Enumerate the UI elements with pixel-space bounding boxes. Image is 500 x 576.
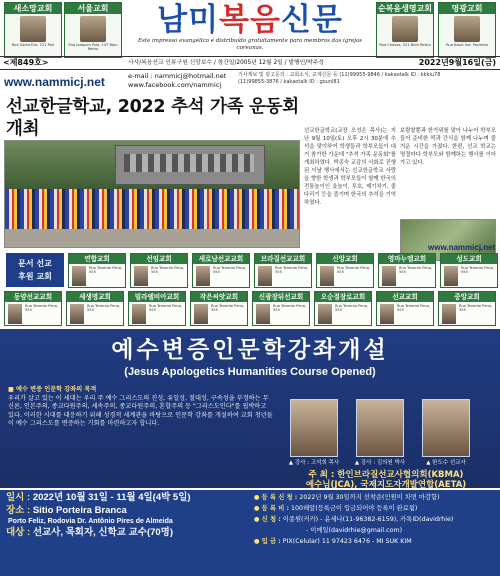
speaker-caption: ▲ 강사 : 고석희 목사 [288,460,340,466]
directory-church [192,253,250,288]
directory-church-name: 빌라델비아교회 [129,292,185,302]
article-column-2: 보람찰뿐과 한가위를 맞아 나누어 학부모들이 준비한 떡과 간식을 함께 나누며 즐거운 시간을 가졌다. 한편, 선교 학교는 명절마다 학부모와 함께하는 행사를 이어가고 있다. [400,128,496,166]
registration-info: ● 등 록 신 청 : 2022년 9월 30일까지 선착순(인원이 차면 마감함) ● 등 록 비 : 100헤알(등록금이 입금되어야 등록이 완료됨) ● 신 청 : 이종원(커카) - 윤세나(11-96382-6159), 카톡ID(davidrhie) - 이메일(davidrhie@gmail.com) ● 입 금 : PIX(Celular) 11 97423 6476 - MI SUK KIM [254,494,454,545]
directory-church-name: 오순절장로교회 [315,292,371,302]
directory-church [128,291,186,326]
directory-church-name: 신앙교회 [317,254,373,264]
newspaper-title [126,2,374,52]
directory-church [68,253,126,288]
directory-church-info: Rua Tenente Pena, 555 [213,266,247,275]
ad-contact: 기사제보 및 광고문의 : 교회소식, 교계신문 등 (11)99955-9846 / kakaotalk ID : kkkiu78 (11)99855-3876 / kakaotalk ID : gounl81 [238,72,441,85]
website-link[interactable]: www.nammicj.net [4,75,105,89]
directory-church-name: 새생명교회 [67,292,123,302]
directory-church [254,253,312,288]
pastor-photo [320,266,334,286]
title-subtitle: Este impresso evangélico é distribuído gratuitamente para membros das igrejas coreanas. [137,38,363,51]
header-church-ad [4,2,62,58]
speaker-photo [290,399,338,457]
church-info: Rua Joaquim Piza, 147 Bom Retiro [68,43,118,52]
event-target: 선교사, 목회자, 신학교 교수(70명) [32,527,174,538]
event-address: Porto Feliz, Rodovia Dr. Antônio Pires de Almeida [8,518,173,525]
directory-church-info: Rua Tenente Pena, 555 [87,304,121,313]
pastor-photo [8,304,22,324]
site-url[interactable]: www.nammicj.net [428,243,496,252]
directory-church-info: Rua Tenente Pena, 555 [275,266,309,275]
pastor-photo [256,304,270,324]
directory-church-name: 신광장뒤선교회 [253,292,309,302]
directory-church-name: 영마누엘교회 [379,254,435,264]
pastor-photo [20,16,46,42]
event-details-footer [0,490,500,576]
directory-church-name: 선교교회 [377,292,433,302]
pastor-photo [382,266,396,286]
email-contact [128,72,226,90]
headline-title: 선교한글학교, 2022 추석 가족 운동회 개최 [6,97,299,139]
church-name: 새소망교회 [5,3,61,14]
pastor-photo [444,266,458,286]
directory-church-info: Rua Tenente Pena, 555 [149,304,183,313]
event-place: Sitio Porteira Branca [32,504,127,516]
pastor-photo [380,304,394,324]
directory-church-info: Rua Tenente Pena, 555 [89,266,123,275]
directory-church-name: 선임교회 [131,254,187,264]
pastor-photo [196,266,210,286]
directory-church [4,291,62,326]
church-info: Rua Santo Elis, 221 Pari [11,43,55,47]
church-directory [0,251,500,327]
directory-church-name: 성도교회 [441,254,497,264]
directory-label: 문서 선교 후원 교회 [6,253,64,287]
host-info: 주 최 : 한인브라질선교사협의회(KBMA) 예수님(JCA), 국제지도자개발연합(AETA) [305,470,467,488]
speaker-caption: ▲ 한도수 선교사 [426,460,466,466]
pastor-photo [318,304,332,324]
directory-church-name: 중앙교회 [439,292,495,302]
apologetics-course-banner [0,329,500,488]
directory-church [316,253,374,288]
directory-church-info: Rua Tenente Pena, 555 [151,266,185,275]
facebook-link[interactable]: www.facebook.com/nammicj [128,81,222,89]
pastor-photo [442,304,456,324]
directory-church-info: Rua Tenente Pena, 555 [337,266,371,275]
sports-day-photo [4,140,300,248]
event-date: 2022년 10월 31일 - 11월 4일(4박 5일) [32,492,191,503]
banner-subtitle: (Jesus Apologetics Humanities Course Opened) [124,366,376,378]
church-info: Rua Kaloc Ind. Pacimba [446,43,488,47]
directory-church [130,253,188,288]
masthead-header [0,0,500,62]
directory-church-name: 동양선교교회 [5,292,61,302]
banner-description: ■ 예수 변증 인문학 강좌의 목적 우리가 살고 있는 이 세대는 우리 주 예수 그리스도의 진성, 유일성, 절대성, 구속성을 부정하는 무신론, 인본주의, 종교다원주의, 세속주의, 종교다원주의, 혼합주의 등 "그리스도인다"를 핍박하고 있다. 이러한 시대를 대응하기 위해 성경적 세계관을 바탕으로 인문학 강좌를 개설하여 교회 청년들이 예수 그리스도를 변증하는 기회를 마련하고자 합니다. [8,386,273,428]
directory-church-info: Rua Tenente Pena, 555 [335,304,369,313]
directory-church [314,291,372,326]
directory-church [438,291,496,326]
directory-church-info: Rua Tenente Pena, 555 [25,304,59,313]
church-name: 순복음생명교회 [377,4,433,13]
pastor-photo [72,266,86,286]
directory-church-name: 브라질선교교회 [255,254,311,264]
pastor-photo [80,16,106,42]
header-church-ad [64,2,122,58]
issue-number: <제849호> [3,58,49,67]
directory-church-name: 새로남선교교회 [193,254,249,264]
web-contact-bar [0,71,500,93]
directory-church-name: 연합교회 [69,254,125,264]
banner-title: 예수변증인문학강좌개설 [111,337,389,363]
directory-church-info: Rua Tenente Pena, 555 [211,304,245,313]
event-main-info: 일시 : 2022년 10월 31일 - 11월 4일(4박 5일) 장소 : Sitio Porteira Branca Porto Feliz, Rodovia Dr. Antônio Pires de Almeida 대상 : 선교사, 목회자, 신학교 교수(70명) [6,492,250,540]
header-church-ad [376,2,434,58]
pastor-photo [134,266,148,286]
header-church-ad [438,2,496,58]
pastor-photo [70,304,84,324]
issue-bar [0,56,500,70]
directory-church-info: Rua Tenente Pena, 555 [461,266,495,275]
directory-church [66,291,124,326]
publisher-info: 사사/복음선교 인류구원 신앙보수 / 창간일/2005년 12월 2일 / 발행인/박주성 [128,60,324,66]
pastor-photo [258,266,272,286]
church-name: 서울교회 [65,3,121,14]
directory-church-info: Rua Tenente Pena, 555 [273,304,307,313]
pastor-photo [194,304,208,324]
article-column-1: 선교한글학교(교장 오성은 목사)는 지난 9월 10일(토) 오후 2시 30분에 추석을 맞이하여 학생들과 학부모들이 대거 참가한 가운데 "추석 가족 운동회"를 개최하였다. 박종숙 교감의 사회로 진행된 이날 행사에서는 선교한글학교 사랑을 향한 학생과 학부모들이 함께 한국의 전통놀이인 윷놀이, 투호, 제기차기, 줄다리기 등을 즐기며 한국의 추석을 기억하였다. [304,128,396,206]
church-name: 명광교회 [439,3,495,14]
pastor-photo [392,16,418,42]
directory-church-name: 작은씨앗교회 [191,292,247,302]
pastor-photo [132,304,146,324]
directory-church [378,253,436,288]
directory-church-info: Rua Tenente Pena, 555 [397,304,431,313]
directory-church-info: Rua Tenente Pena, 555 [459,304,493,313]
directory-church [252,291,310,326]
email-link[interactable]: e-mail : nammicj@hotmail.net [128,72,227,80]
pastor-photo [454,16,480,42]
directory-church [440,253,498,288]
issue-date: 2022년9월16일(금) [418,58,496,67]
church-info: Rua Chaves, 321 Bom Retiro [379,43,431,47]
directory-church [190,291,248,326]
speaker-caption: ▲ 강사 : 김의원 박사 [354,460,406,466]
title-text: 남미복음신문 [157,2,343,38]
speaker-photo [356,399,404,457]
speaker-photo [422,399,470,457]
directory-church [376,291,434,326]
directory-church-info: Rua Tenente Pena, 555 [399,266,433,275]
